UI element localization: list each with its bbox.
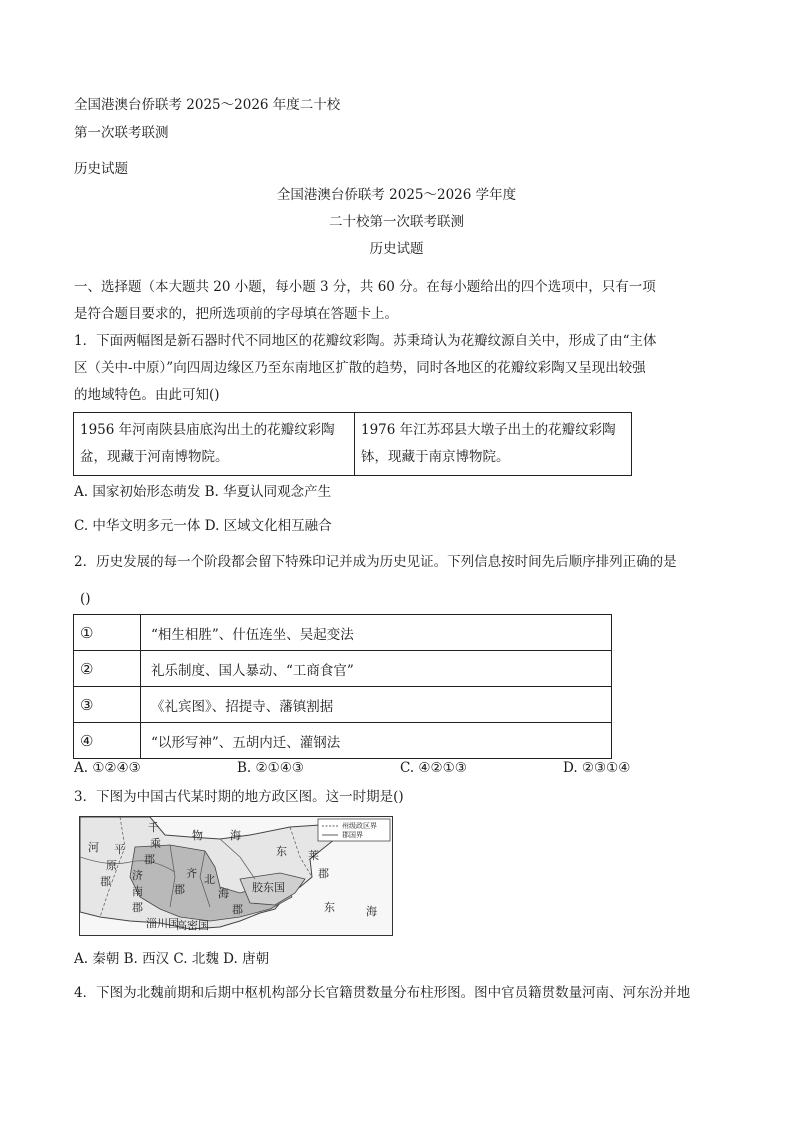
title-line-3: 历史试题 xyxy=(369,241,424,257)
q1-cell-left-line-1: 1956 年河南陕县庙底沟出土的花瓣纹彩陶 xyxy=(80,422,335,438)
map-label: 原 xyxy=(106,859,117,872)
q1-cell-left-line-2: 盆，现藏于河南博物院。 xyxy=(80,449,229,465)
map-label: 物 xyxy=(192,829,203,842)
q2-row xyxy=(74,615,612,651)
map-label: 莱 xyxy=(308,849,319,862)
q1-cell-right xyxy=(355,413,632,476)
q1-cell-right-line-2: 钵，现藏于南京博物院。 xyxy=(361,449,510,465)
q2-row-num: ① xyxy=(74,615,141,651)
q2-option-d: D. ②③①④ xyxy=(563,760,631,776)
section-instructions-2: 是符合题目要求的，把所选项前的字母填在答题卡上。 xyxy=(74,306,398,322)
map-label: 济 xyxy=(132,869,143,882)
map-label: 胶东国 xyxy=(252,881,285,894)
q1-stem-1: 1．下面两幅图是新石器时代不同地区的花瓣纹彩陶。苏秉琦认为花瓣纹源自关中，形成了由“主体 xyxy=(74,333,657,349)
q2-option-c: C. ④②①③ xyxy=(400,760,467,776)
map-label: 郡 xyxy=(232,903,243,916)
map-label: 河 xyxy=(88,841,99,854)
map-legend-commandery: 郡国界 xyxy=(342,831,363,839)
map-label: 东 xyxy=(324,901,335,914)
map-label: 郡 xyxy=(132,901,143,914)
q2-row-text: 礼乐制度、国人暴动、“工商食官” xyxy=(141,651,612,687)
title-line-2: 二十校第一次联考联测 xyxy=(329,214,464,230)
map-label: 千 xyxy=(148,821,159,834)
q1-stem-2: 区（关中-中原）”向四周边缘区乃至东南地区扩散的趋势，同时各地区的花瓣纹彩陶又呈现出较强 xyxy=(74,360,646,376)
map-label: 乘 xyxy=(150,837,161,850)
q1-options-1: A. 国家初始形态萌发 B. 华夏认同观念产生 xyxy=(74,484,332,500)
header-line-3: 历史试题 xyxy=(74,161,128,177)
q2-row-num: ② xyxy=(74,651,141,687)
map-label: 郡 xyxy=(174,883,185,896)
q2-option-a: A. ①②④③ xyxy=(74,760,141,776)
map-label: 齐 xyxy=(186,867,197,880)
map-label: 平 xyxy=(114,843,125,856)
q3-map-svg xyxy=(80,817,392,935)
q2-stem-1: 2．历史发展的每一个阶段都会留下特殊印记并成为历史见证。下列信息按时间先后顺序排列正确的是 xyxy=(74,554,677,570)
map-label: 郡 xyxy=(144,853,155,866)
q3-stem-1: 3．下图为中国古代某时期的地方政区图。这一时期是() xyxy=(74,789,404,805)
q2-row xyxy=(74,651,612,687)
q2-row xyxy=(74,687,612,723)
q3-options: A. 秦朝 B. 西汉 C. 北魏 D. 唐朝 xyxy=(74,951,270,967)
q2-table xyxy=(73,614,612,759)
q1-cell-left xyxy=(74,413,355,476)
map-label: 北 xyxy=(204,873,215,886)
q2-option-b: B. ②①④③ xyxy=(237,760,304,776)
q2-row-num: ④ xyxy=(74,723,141,759)
q2-row-num: ③ xyxy=(74,687,141,723)
q1-options-2: C. 中华文明多元一体 D. 区域文化相互融合 xyxy=(74,518,332,534)
q2-row-text: 《礼宾图》、招提寺、藩镇割据 xyxy=(141,687,612,723)
q2-row xyxy=(74,723,612,759)
q2-row-text: “相生相胜”、什伍连坐、吴起变法 xyxy=(141,615,612,651)
map-legend-state: 州级政区界 xyxy=(342,822,377,830)
q2-stem-2: () xyxy=(80,591,91,607)
map-label: 郡 xyxy=(100,875,111,888)
map-label: 高密国 xyxy=(176,919,209,932)
q1-cell-right-line-1: 1976 年江苏邳县大墩子出土的花瓣纹彩陶 xyxy=(361,422,616,438)
q3-map-figure xyxy=(79,816,393,936)
map-label: 东 xyxy=(276,845,287,858)
q2-row-text: “以形写神”、五胡内迁、灌钢法 xyxy=(141,723,612,759)
map-label: 淄川国 xyxy=(146,917,179,930)
q1-table xyxy=(73,412,632,476)
header-line-1: 全国港澳台侨联考 2025～2026 年度二十校 xyxy=(74,97,341,113)
map-label: 海 xyxy=(230,829,241,842)
map-label: 郡 xyxy=(318,867,329,880)
section-instructions-1: 一、选择题（本大题共 20 小题，每小题 3 分，共 60 分。在每小题给出的四个选项中，只有一项 xyxy=(74,279,656,295)
title-line-1: 全国港澳台侨联考 2025～2026 学年度 xyxy=(276,187,517,203)
header-line-2: 第一次联考联测 xyxy=(74,125,169,141)
q1-stem-3: 的地域特色。由此可知() xyxy=(74,387,220,403)
q4-stem-1: 4．下图为北魏前期和后期中枢机构部分长官籍贯数量分布柱形图。图中官员籍贯数量河南、河东汾并地 xyxy=(74,985,691,1001)
map-label: 南 xyxy=(132,885,143,898)
map-label: 海 xyxy=(366,905,377,918)
map-label: 海 xyxy=(218,887,229,900)
